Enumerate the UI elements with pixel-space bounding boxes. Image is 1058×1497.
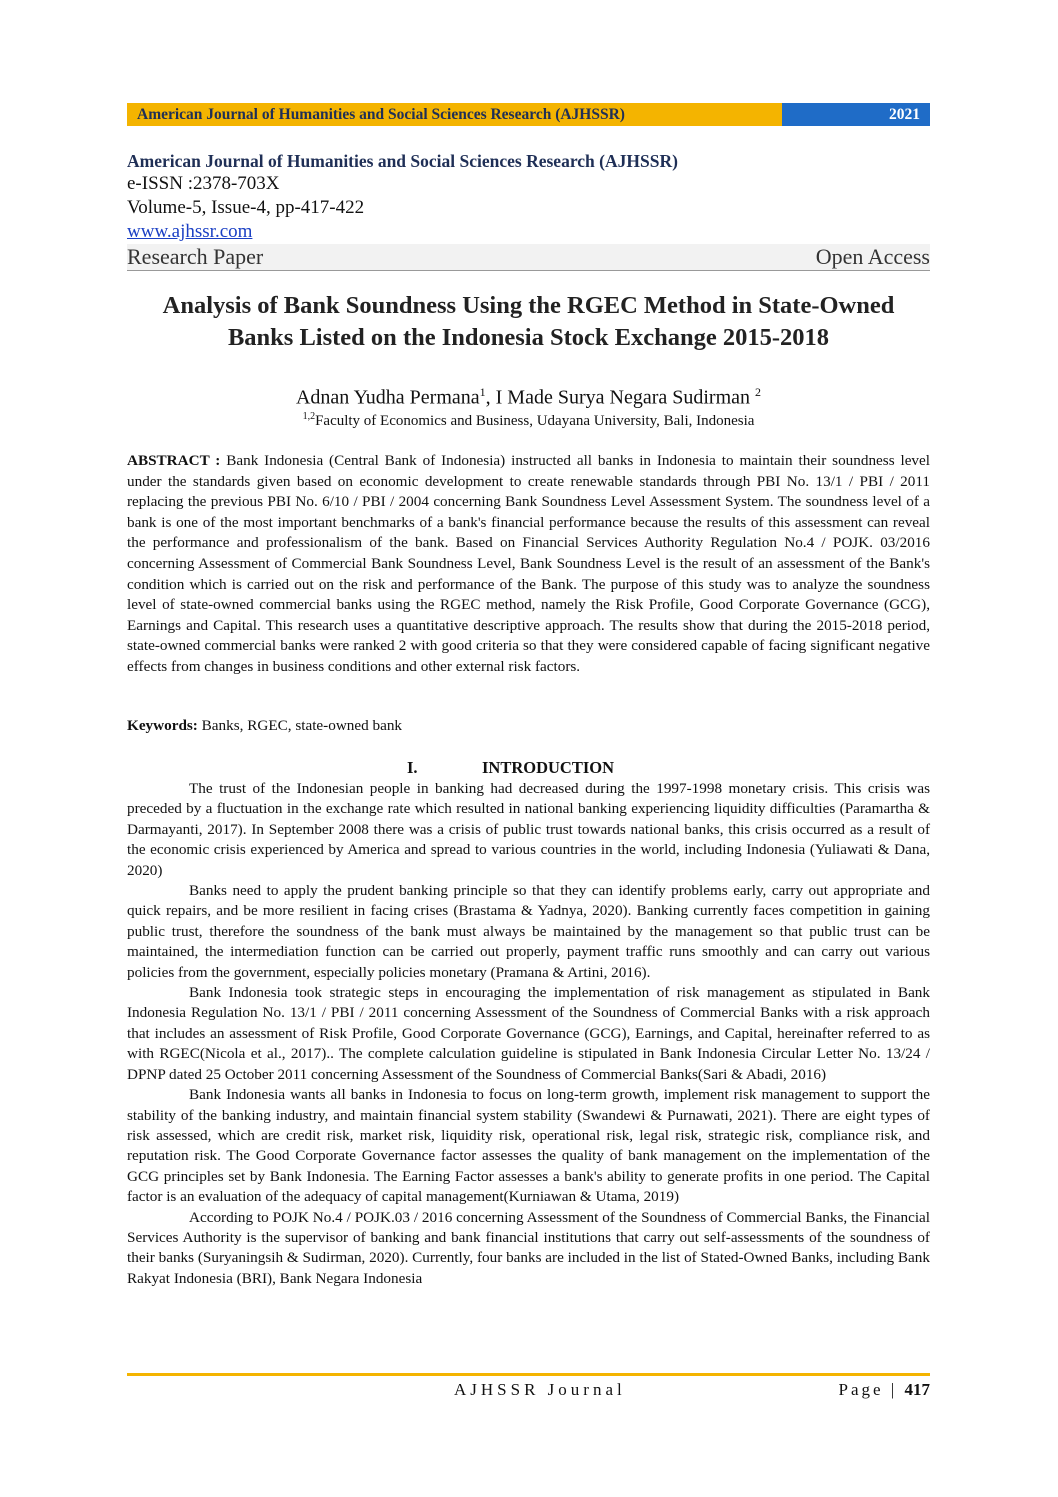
section-number: I. bbox=[407, 758, 418, 777]
paper-type-bar bbox=[127, 244, 930, 271]
header-year: 2021 bbox=[782, 103, 930, 126]
paper-title: Analysis of Bank Soundness Using the RGEC Method in State-Owned Banks Listed on the Indonesia Stock Exchange 2015-2018 bbox=[162, 292, 895, 351]
issn: e-ISSN :2378-703X bbox=[127, 173, 280, 194]
affiliation-text: Faculty of Economics and Business, Udayana University, Bali, Indonesia bbox=[315, 413, 755, 429]
journal-meta bbox=[127, 150, 930, 271]
abstract-label: ABSTRACT : bbox=[127, 452, 221, 469]
paragraph: Bank Indonesia wants all banks in Indonesia to focus on long-term growth, implement risk management to support the stability of the banking industry, and maintain financial system stability (Swandewi & Purnawati, 2021). There are eight types of risk assessed, which are credit risk, market risk, liquidity risk, operational risk, legal risk, strategic risk, compliance risk, and reputation risk. The Good Corporate Governance factor assesses the quality of bank management on the implementation of the GCG principles set by Bank Indonesia. The Earning Factor assesses a bank's ability to generate profits in one period. The Capital factor is an evaluation of the adequacy of capital management(Kurniawan & Utama, 2019) bbox=[127, 1086, 930, 1206]
footer-journal: AJHSSR Journal bbox=[454, 1380, 626, 1399]
paragraph: Banks need to apply the prudent banking principle so that they can identify problems early, carry out appropriate and quick repairs, and be more resilient in facing crises (Brastama & Yadnya, 2020). Banking currently faces competition in gaining public trust, therefore the soundness of the bank must always be maintained by the management so that public trust can be maintained, the intermediation function can be carried out properly, payment traffic runs smoothly and can carry out various policies from the government, especially policies monetary (Pramana & Artini, 2016). bbox=[127, 882, 930, 981]
volume-issue: Volume-5, Issue-4, pp-417-422 bbox=[127, 197, 365, 218]
abstract-text: Bank Indonesia (Central Bank of Indonesia) instructed all banks in Indonesia to maintain their soundness level under the standards given based on economic development to create renewable standards through PBI No. 13/1 / PBI / 2011 replacing the previous PBI No. 6/10 / PBI / 2004 concerning Bank Soundness Level Assessment System. The soundness level of a bank is one of the most important benchmarks of a bank's financial performance because the results of this assessment can reveal the performance and professionalism of the bank. Based on Financial Services Authority Regulation No.4 / POJK. 03/2016 concerning Assessment of Commercial Bank Soundness Level, Bank Soundness Level is the result of an assessment of the Bank's condition which is carried out on the risk and performance of the Bank. The purpose of this study was to analyze the soundness level of state-owned commercial banks using the RGEC method, namely the Risk Profile, Good Corporate Governance (GCG), Earnings and Capital. This research uses a quantitative descriptive approach. The results show that during the 2015-2018 period, state-owned commercial banks were ranked 2 with good criteria so that they were considered capable of facing significant negative effects from changes in business conditions and other external risk factors. bbox=[127, 452, 930, 675]
paragraph: According to POJK No.4 / POJK.03 / 2016 concerning Assessment of the Soundness of Commercial Banks, the Financial Services Authority is the supervisor of banking and bank financial institutions that carry out self-assessments of the soundness of their banks (Suryaningsih & Sudirman, 2020). Currently, four banks are included in the list of Stated-Owned Banks, including Bank Rakyat Indonesia (BRI), Bank Negara Indonesia bbox=[127, 1208, 930, 1287]
meta-journal-name: American Journal of Humanities and Social Sciences Research (AJHSSR) bbox=[127, 151, 678, 171]
paragraph: Bank Indonesia took strategic steps in encouraging the implementation of risk management as stipulated in Bank Indonesia Regulation No. 13/1 / PBI / 2011 concerning Assessment of the Soundness of Commercial Banks with a risk approach that includes an assessment of Risk Profile, Good Corporate Governance (GCG), Earnings, and Capital, hereinafter referred to as with RGEC(Nicola et al., 2017).. The complete calculation guideline is stipulated in Bank Indonesia Circular Letter No. 13/24 / DPNP dated 25 October 2011 concerning Assessment of the Soundness of Commercial Banks(Sari & Abadi, 2016) bbox=[127, 984, 930, 1083]
paragraph: The trust of the Indonesian people in banking had decreased during the 1997-1998 monetary crisis. This crisis was preceded by a fluctuation in the exchange rate which resulted in national banking experiencing liquidity difficulties (Paramartha & Darmayanti, 2017). In September 2008 there was a crisis of public trust towards national banks, this crisis occurred as a result of the economic crisis experienced by America and spread to various countries in the world, including Indonesia (Yuliawati & Dana, 2020) bbox=[127, 780, 930, 879]
author-list bbox=[127, 380, 930, 410]
author-1: Adnan Yudha Permana bbox=[295, 386, 480, 409]
author-2: , I Made Surya Negara Sudirman bbox=[485, 386, 756, 409]
abstract bbox=[127, 451, 930, 678]
keywords-text: Banks, RGEC, state-owned bank bbox=[197, 717, 403, 734]
website-link[interactable]: www.ajhssr.com bbox=[127, 221, 253, 242]
section-title: INTRODUCTION bbox=[482, 758, 615, 777]
keywords-label: Keywords: bbox=[127, 717, 198, 734]
affiliation-mark: 1,2 bbox=[302, 411, 316, 422]
author-2-affiliation-mark: 2 bbox=[755, 385, 762, 399]
access-type: Open Access bbox=[815, 244, 930, 269]
keywords bbox=[127, 716, 930, 736]
page-label: Page | bbox=[838, 1380, 905, 1399]
running-header bbox=[127, 103, 930, 126]
header-journal-name: American Journal of Humanities and Social Sciences Research (AJHSSR) bbox=[127, 103, 782, 126]
page-number: 417 bbox=[904, 1380, 930, 1399]
footer-page bbox=[839, 1380, 930, 1400]
affiliation bbox=[127, 407, 930, 431]
page-footer bbox=[127, 1373, 930, 1406]
author-1-affiliation-mark: 1 bbox=[479, 385, 486, 399]
introduction-body bbox=[127, 779, 930, 1289]
paper-type: Research Paper bbox=[127, 244, 264, 269]
